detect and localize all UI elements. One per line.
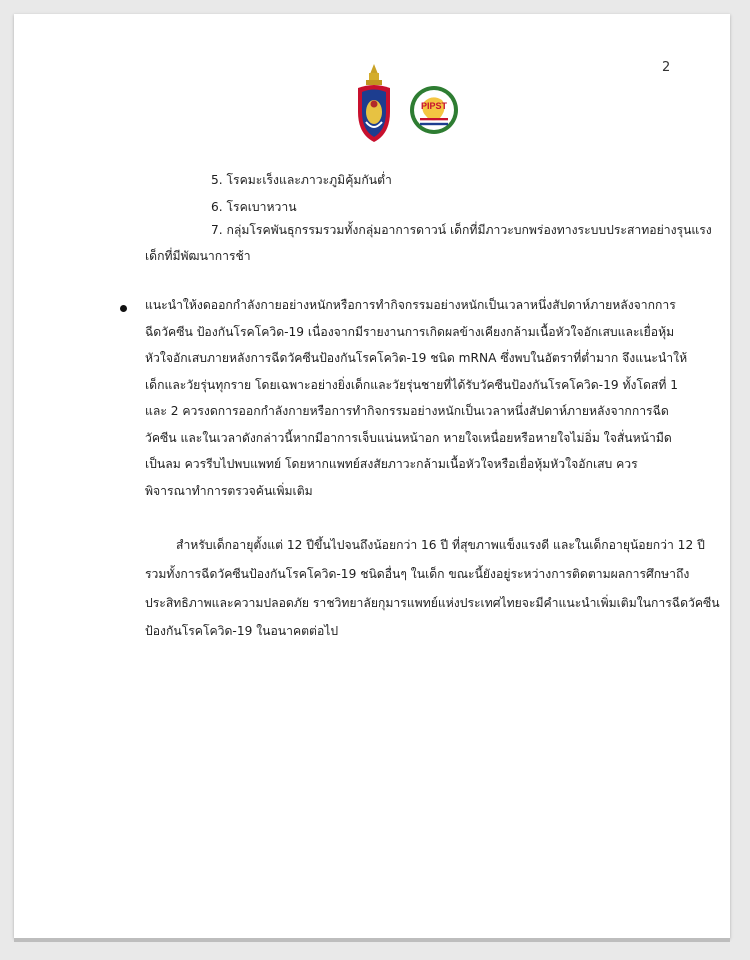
list-item: 5. โรคมะเร็งและภาวะภูมิคุ้มกันต่ำ [211, 173, 392, 187]
paragraph-line: หัวใจอักเสบภายหลังการฉีดวัคซีนป้องกันโรคโควิด-19 ชนิด mRNA ซึ่งพบในอัตราที่ต่ำมาก จึงแนะนำให้ [145, 351, 688, 365]
page-edge-shadow [14, 938, 730, 942]
list-item-continuation: เด็กที่มีพัฒนาการช้า [145, 249, 251, 263]
royal-crest-emblem [358, 64, 390, 142]
pipst-circle-logo [410, 86, 458, 134]
pipst-logo-text: PIPST [420, 101, 448, 111]
paragraph-line: ป้องกันโรคโควิด-19 ในอนาคตต่อไป [145, 624, 339, 638]
paragraph-line: รวมทั้งการฉีดวัคซีนป้องกันโรคโควิด-19 ชนิดอื่นๆ ในเด็ก ขณะนี้ยังอยู่ระหว่างการติดตามผลการศึกษาถึง [145, 567, 690, 581]
paragraph-line: พิจารณาทำการตรวจค้นเพิ่มเติม [145, 483, 313, 498]
list-item: 6. โรคเบาหวาน [211, 200, 297, 214]
paragraph-line: เด็กและวัยรุ่นทุกราย โดยเฉพาะอย่างยิ่งเด็กและวัยรุ่นชายที่ได้รับวัคซีนป้องกันโรคโควิด-19 ทั้งโดสที่ 1 [145, 377, 679, 392]
paragraph-line: ประสิทธิภาพและความปลอดภัย ราชวิทยาลัยกุมารแพทย์แห่งประเทศไทยจะมีคำแนะนำเพิ่มเติมในการฉีดวัคซีน [145, 596, 720, 610]
paragraph-line: เป็นลม ควรรีบไปพบแพทย์ โดยหากแพทย์สงสัยภาวะกล้ามเนื้อหัวใจหรือเยื่อหุ้มหัวใจอักเสบ ควร [145, 457, 638, 471]
paragraph-line: และ 2 ควรงดการออกกำลังกายหรือการทำกิจกรรมอย่างหนักเป็นเวลาหนึ่งสัปดาห์ภายหลังจากการฉีด [145, 404, 669, 418]
header-logos [352, 62, 464, 146]
bullet-marker [120, 305, 127, 312]
paragraph-line: วัคซีน และในเวลาดังกล่าวนี้หากมีอาการเจ็บแน่นหน้าอก หายใจเหนื่อยหรือหายใจไม่อิ่ม ใจสั่นหน้ามืด [145, 430, 672, 445]
paragraph-line: ฉีดวัคซีน ป้องกันโรคโควิด-19 เนื่องจากมีรายงานการเกิดผลข้างเคียงกล้ามเนื้อหัวใจอักเสบและเยื่อหุ้ม [145, 324, 675, 339]
page-number: 2 [662, 60, 671, 75]
bullet-paragraph [145, 292, 687, 504]
paragraph-line: สำหรับเด็กอายุตั้งแต่ 12 ปีขึ้นไปจนถึงน้อยกว่า 16 ปี ที่สุขภาพแข็งแรงดี และในเด็กอายุน้อยกว่า 12 ปี [176, 538, 705, 552]
paragraph-line: แนะนำให้งดออกกำลังกายอย่างหนักหรือการทำกิจกรรมอย่างหนักเป็นเวลาหนึ่งสัปดาห์ภายหลังจากการ [145, 298, 676, 312]
list-item: 7. กลุ่มโรคพันธุกรรมรวมทั้งกลุ่มอาการดาวน์ เด็กที่มีภาวะบกพร่องทางระบบประสาทอย่างรุนแรง [211, 223, 712, 237]
